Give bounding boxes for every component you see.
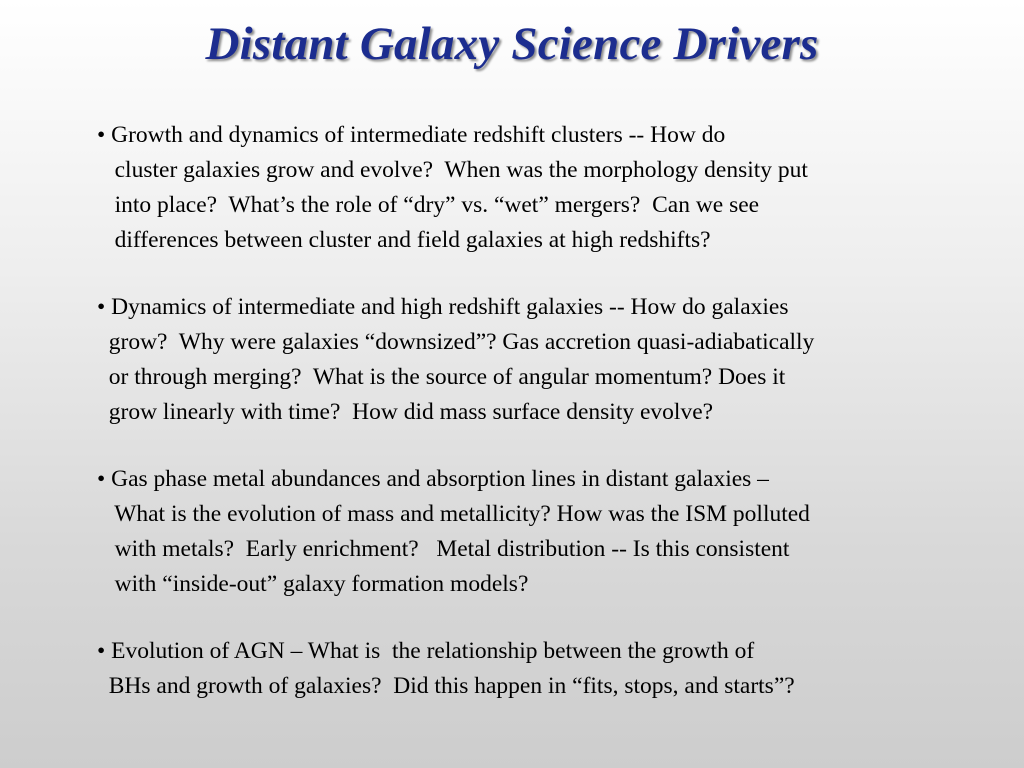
bullet-line: with “inside-out” galaxy formation models? bbox=[97, 571, 529, 597]
bullet-gas-phase-metals bbox=[97, 462, 997, 602]
bullet-spacer bbox=[97, 258, 997, 290]
bullet-line: cluster galaxies grow and evolve? When was the morphology density put bbox=[97, 157, 808, 183]
bullet-line: • Dynamics of intermediate and high redshift galaxies -- How do galaxies bbox=[97, 294, 789, 320]
bullet-spacer bbox=[97, 602, 997, 634]
bullet-line: • Gas phase metal abundances and absorption lines in distant galaxies – bbox=[97, 466, 769, 492]
bullet-line: into place? What’s the role of “dry” vs. “wet” mergers? Can we see bbox=[97, 192, 760, 218]
bullet-line: BHs and growth of galaxies? Did this happen in “fits, stops, and starts”? bbox=[97, 673, 795, 699]
bullet-dynamics-galaxies bbox=[97, 290, 997, 430]
bullet-line: with metals? Early enrichment? Metal distribution -- Is this consistent bbox=[97, 536, 790, 562]
bullet-line: What is the evolution of mass and metallicity? How was the ISM polluted bbox=[97, 501, 810, 527]
bullet-line: • Growth and dynamics of intermediate redshift clusters -- How do bbox=[97, 122, 726, 148]
bullet-line: differences between cluster and field galaxies at high redshifts? bbox=[97, 227, 711, 253]
bullet-growth-dynamics-clusters bbox=[97, 118, 997, 258]
slide-title: Distant Galaxy Science Drivers bbox=[205, 18, 819, 70]
bullet-line: • Evolution of AGN – What is the relationship between the growth of bbox=[97, 638, 755, 664]
bullet-line: grow? Why were galaxies “downsized”? Gas accretion quasi-adiabatically bbox=[97, 329, 815, 355]
bullet-line: or through merging? What is the source of angular momentum? Does it bbox=[97, 364, 786, 390]
bullet-list bbox=[97, 118, 997, 704]
bullet-spacer bbox=[97, 430, 997, 462]
bullet-agn-evolution bbox=[97, 634, 997, 704]
bullet-line: grow linearly with time? How did mass surface density evolve? bbox=[97, 399, 714, 425]
